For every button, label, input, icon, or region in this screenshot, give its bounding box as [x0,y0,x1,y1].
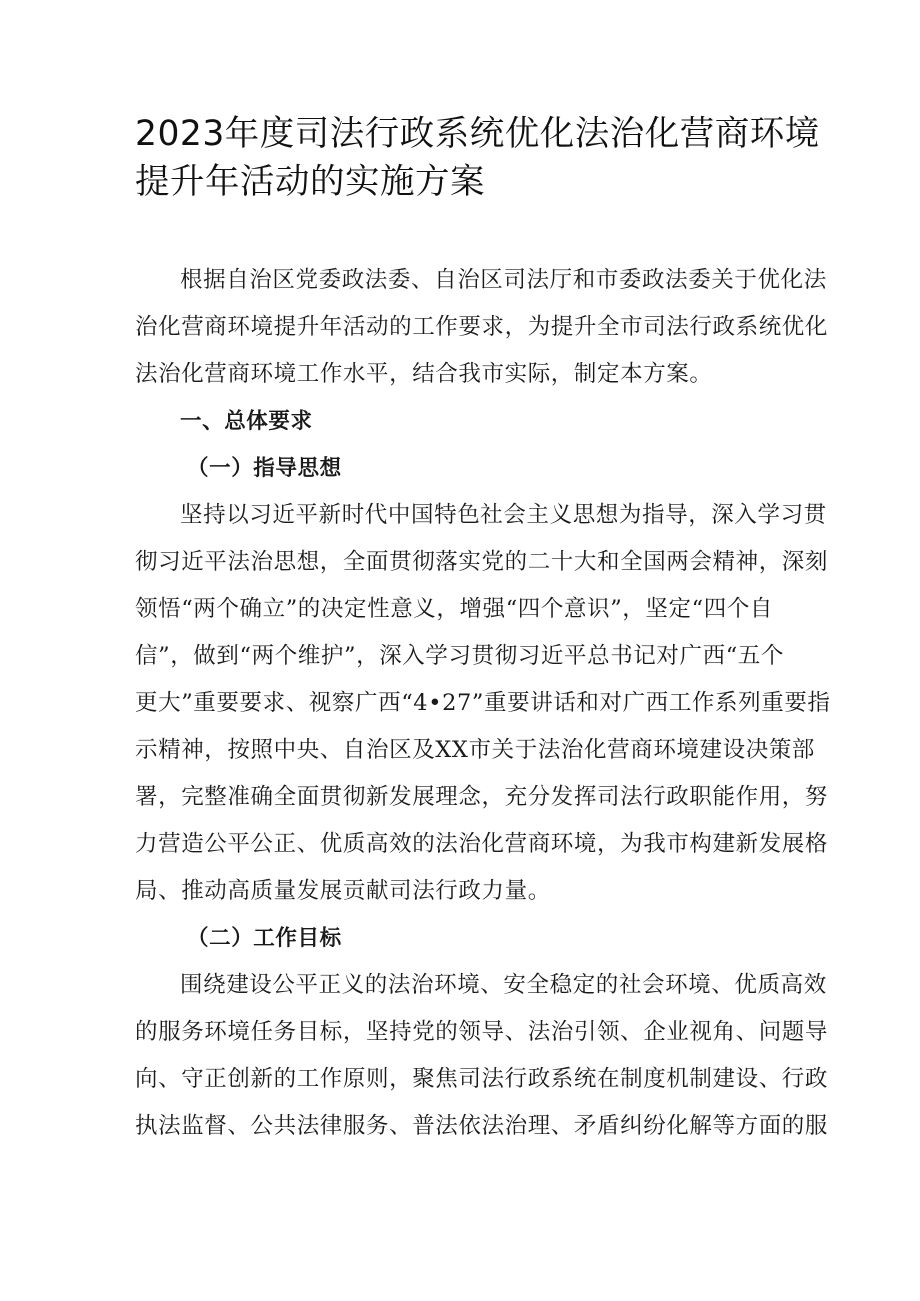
intro-line: 治化营商环境提升年活动的工作要求，为提升全市司法行政系统优化 [135,314,829,340]
title-line-2: 提升年活动的实施方案 [135,162,485,202]
paragraph-line: 力营造公平公正、优质高效的法治化营商环境，为我市构建新发展格 [135,831,829,857]
paragraph-line: 领悟“两个确立”的决定性意义，增强“四个意识”，坚定“四个自 [135,596,774,622]
intro-line: 根据自治区党委政法委、自治区司法厅和市委政法委关于优化法 [180,267,827,293]
paragraph-line: 坚持以习近平新时代中国特色社会主义思想为指导，深入学习贯 [180,502,827,528]
section-heading-overall-requirements: 一、总体要求 [180,409,313,434]
paragraph-line: 的服务环境任务目标，坚持党的领导、法治引领、企业视角、问题导 [135,1019,829,1045]
paragraph-line: 彻习近平法治思想，全面贯彻落实党的二十大和全国两会精神，深刻 [135,549,829,575]
subheading-work-objectives: （二）工作目标 [187,926,342,951]
paragraph-line: 围绕建设公平正义的法治环境、安全稳定的社会环境、优质高效 [180,972,827,998]
document-body [135,257,831,1150]
document-title [135,110,820,206]
paragraph-line: 示精神，按照中央、自治区及XX市关于法治化营商环境建设决策部 [135,737,816,763]
paragraph-line: 局、推动高质量发展贡献司法行政力量。 [135,878,551,904]
subheading-guiding-ideology: （一）指导思想 [187,456,342,481]
title-line-1: 2023年度司法行政系统优化法治化营商环境 [135,114,820,154]
paragraph-line: 更大”重要要求、视察广西“4•27”重要讲话和对广西工作系列重要指 [135,690,831,716]
intro-line: 法治化营商环境工作水平，结合我市实际，制定本方案。 [135,361,713,387]
paragraph-line: 信”，做到“两个维护”，深入学习贯彻习近平总书记对广西“五个 [135,643,785,669]
paragraph-line: 执法监督、公共法律服务、普法依法治理、矛盾纠纷化解等方面的服 [135,1113,829,1139]
paragraph-line: 向、守正创新的工作原则，聚焦司法行政系统在制度机制建设、行政 [135,1066,829,1092]
paragraph-line: 署，完整准确全面贯彻新发展理念，充分发挥司法行政职能作用，努 [135,784,829,810]
